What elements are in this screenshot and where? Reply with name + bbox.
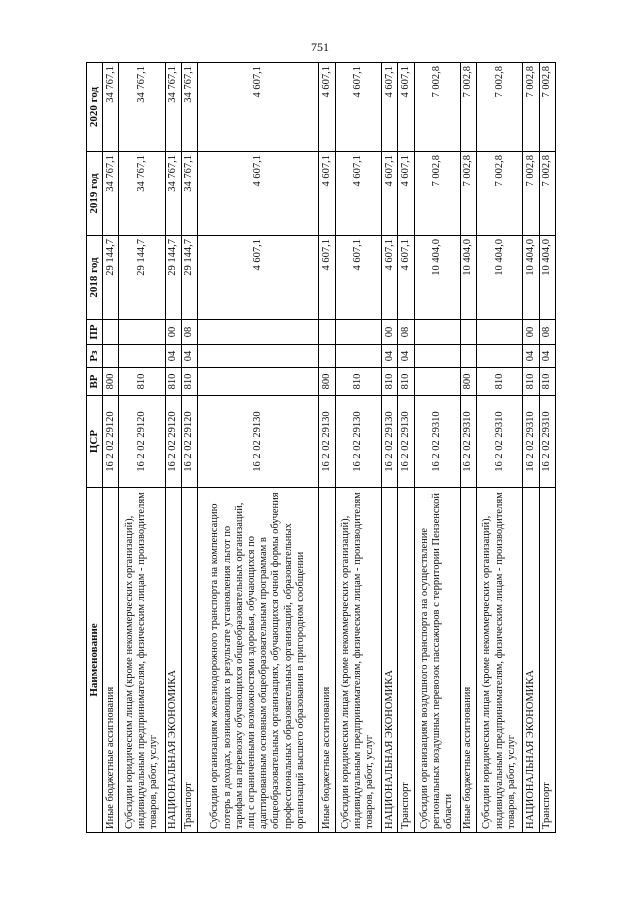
row-2020: 4 607,1: [398, 63, 414, 152]
row-csr: 16 2 02 29120: [165, 396, 181, 488]
row-rz: [460, 345, 476, 368]
row-pr: [414, 320, 460, 345]
row-csr: 16 2 02 29130: [198, 396, 319, 488]
row-rz: [477, 345, 523, 368]
table-row: [165, 63, 181, 833]
row-2020: 7 002,8: [539, 63, 555, 152]
row-2018: 4 607,1: [319, 236, 335, 320]
row-vr: [198, 368, 319, 396]
row-csr: 16 2 02 29130: [398, 396, 414, 488]
row-vr: 810: [181, 368, 197, 396]
row-name: Транспорт: [398, 488, 414, 833]
row-pr: [119, 320, 165, 345]
row-rz: 04: [165, 345, 181, 368]
row-2018: 29 144,7: [165, 236, 181, 320]
row-name: Субсидии организациям железнодорожного транспорта на компенсацию потерь в доходах, возникающих в результате установления льгот по тарифам на перевозку обучающихся общеобразовательных организаций, лиц с ограниченными возможностями здоровья, обучающихся по адаптированным основным общеобразовательным программам в общеобразовательных организациях, обучающихся очной формы обучения профессиональных образовательных организаций, образовательных организаций высшего образования в пригородном сообщении: [198, 488, 319, 833]
row-2019: 7 002,8: [523, 152, 539, 236]
row-vr: 810: [119, 368, 165, 396]
row-name: Иные бюджетные ассигнования: [460, 488, 476, 833]
row-name: НАЦИОНАЛЬНАЯ ЭКОНОМИКА: [165, 488, 181, 833]
header-rz: Рз: [87, 345, 103, 368]
row-rz: [198, 345, 319, 368]
row-rz: 04: [382, 345, 398, 368]
row-csr: 16 2 02 29130: [319, 396, 335, 488]
row-2020: 7 002,8: [414, 63, 460, 152]
row-rz: 04: [398, 345, 414, 368]
row-csr: 16 2 02 29120: [181, 396, 197, 488]
table-row: [398, 63, 414, 833]
row-2020: 34 767,1: [165, 63, 181, 152]
row-2019: 7 002,8: [539, 152, 555, 236]
table-body: [103, 63, 556, 833]
table-row: [460, 63, 476, 833]
row-rz: 04: [539, 345, 555, 368]
row-2018: 29 144,7: [119, 236, 165, 320]
header-pr: ПР: [87, 320, 103, 345]
row-pr: [319, 320, 335, 345]
row-2018: 10 404,0: [539, 236, 555, 320]
row-vr: 800: [103, 368, 119, 396]
header-name: Наименование: [87, 488, 103, 833]
table-row: [382, 63, 398, 833]
row-rz: [319, 345, 335, 368]
table-row: [181, 63, 197, 833]
row-csr: 16 2 02 29130: [335, 396, 381, 488]
row-2020: 4 607,1: [319, 63, 335, 152]
row-vr: 810: [165, 368, 181, 396]
row-2019: 34 767,1: [103, 152, 119, 236]
row-csr: 16 2 02 29310: [414, 396, 460, 488]
row-vr: 810: [398, 368, 414, 396]
row-vr: 810: [539, 368, 555, 396]
row-vr: 800: [319, 368, 335, 396]
header-vr: ВР: [87, 368, 103, 396]
row-csr: 16 2 02 29120: [103, 396, 119, 488]
row-name: НАЦИОНАЛЬНАЯ ЭКОНОМИКА: [382, 488, 398, 833]
row-2018: 10 404,0: [477, 236, 523, 320]
row-2018: 10 404,0: [523, 236, 539, 320]
row-2020: 7 002,8: [477, 63, 523, 152]
row-pr: [103, 320, 119, 345]
table-row: [335, 63, 381, 833]
row-rz: 04: [523, 345, 539, 368]
row-2020: 7 002,8: [460, 63, 476, 152]
header-2018: 2018 год: [87, 236, 103, 320]
row-pr: 00: [165, 320, 181, 345]
row-2018: 4 607,1: [335, 236, 381, 320]
table-row: [198, 63, 319, 833]
row-pr: [477, 320, 523, 345]
header-csr: ЦСР: [87, 396, 103, 488]
row-name: Субсидии юридическим лицам (кроме некоммерческих организаций), индивидуальным предпринимателям, физическим лицам - производителям товаров, работ, услуг: [335, 488, 381, 833]
row-2019: 4 607,1: [198, 152, 319, 236]
row-pr: 08: [398, 320, 414, 345]
row-2019: 34 767,1: [181, 152, 197, 236]
row-2020: 4 607,1: [198, 63, 319, 152]
row-rz: 04: [181, 345, 197, 368]
table-row: [477, 63, 523, 833]
row-pr: [198, 320, 319, 345]
row-2019: 4 607,1: [319, 152, 335, 236]
budget-table: [86, 62, 556, 833]
row-rz: [335, 345, 381, 368]
row-name: Субсидии юридическим лицам (кроме некоммерческих организаций), индивидуальным предпринимателям, физическим лицам - производителям товаров, работ, услуг: [477, 488, 523, 833]
row-csr: 16 2 02 29310: [539, 396, 555, 488]
row-2018: 10 404,0: [460, 236, 476, 320]
row-pr: 08: [539, 320, 555, 345]
row-2019: 34 767,1: [165, 152, 181, 236]
row-2018: 4 607,1: [398, 236, 414, 320]
row-2020: 4 607,1: [382, 63, 398, 152]
row-vr: [414, 368, 460, 396]
row-pr: 08: [181, 320, 197, 345]
row-2020: 34 767,1: [181, 63, 197, 152]
row-2019: 4 607,1: [382, 152, 398, 236]
row-csr: 16 2 02 29310: [477, 396, 523, 488]
row-vr: 810: [477, 368, 523, 396]
row-2018: 10 404,0: [414, 236, 460, 320]
header-2020: 2020 год: [87, 63, 103, 152]
row-2018: 29 144,7: [103, 236, 119, 320]
row-rz: [414, 345, 460, 368]
row-name: НАЦИОНАЛЬНАЯ ЭКОНОМИКА: [523, 488, 539, 833]
row-2019: 4 607,1: [398, 152, 414, 236]
row-2019: 4 607,1: [335, 152, 381, 236]
row-2020: 4 607,1: [335, 63, 381, 152]
row-2019: 7 002,8: [477, 152, 523, 236]
row-pr: 00: [382, 320, 398, 345]
row-2019: 7 002,8: [460, 152, 476, 236]
table-row: [103, 63, 119, 833]
table-row: [119, 63, 165, 833]
row-vr: 810: [382, 368, 398, 396]
row-csr: 16 2 02 29130: [382, 396, 398, 488]
row-2019: 7 002,8: [414, 152, 460, 236]
row-2018: 29 144,7: [181, 236, 197, 320]
row-2020: 7 002,8: [523, 63, 539, 152]
row-csr: 16 2 02 29120: [119, 396, 165, 488]
row-rz: [103, 345, 119, 368]
row-pr: 00: [523, 320, 539, 345]
row-2018: 4 607,1: [198, 236, 319, 320]
row-name: Транспорт: [539, 488, 555, 833]
row-2020: 34 767,1: [119, 63, 165, 152]
row-2019: 34 767,1: [119, 152, 165, 236]
header-2019: 2019 год: [87, 152, 103, 236]
row-vr: 810: [523, 368, 539, 396]
row-rz: [119, 345, 165, 368]
table-row: [319, 63, 335, 833]
row-csr: 16 2 02 29310: [460, 396, 476, 488]
row-name: Иные бюджетные ассигнования: [103, 488, 119, 833]
page-number: 751: [311, 40, 329, 54]
row-2020: 34 767,1: [103, 63, 119, 152]
row-name: Транспорт: [181, 488, 197, 833]
row-pr: [460, 320, 476, 345]
table-row: [523, 63, 539, 833]
table-header-row: [87, 63, 103, 833]
table-row: [539, 63, 555, 833]
row-vr: 800: [460, 368, 476, 396]
row-pr: [335, 320, 381, 345]
row-2018: 4 607,1: [382, 236, 398, 320]
row-name: Иные бюджетные ассигнования: [319, 488, 335, 833]
row-name: Субсидии организациям воздушного транспорта на осуществление региональных воздушных перевозок пассажиров с территории Пензенской области: [414, 488, 460, 833]
row-csr: 16 2 02 29310: [523, 396, 539, 488]
row-name: Субсидии юридическим лицам (кроме некоммерческих организаций), индивидуальным предпринимателям, физическим лицам - производителям товаров, работ, услуг: [119, 488, 165, 833]
row-vr: 810: [335, 368, 381, 396]
table-row: [414, 63, 460, 833]
rotated-table-container: [86, 63, 556, 833]
